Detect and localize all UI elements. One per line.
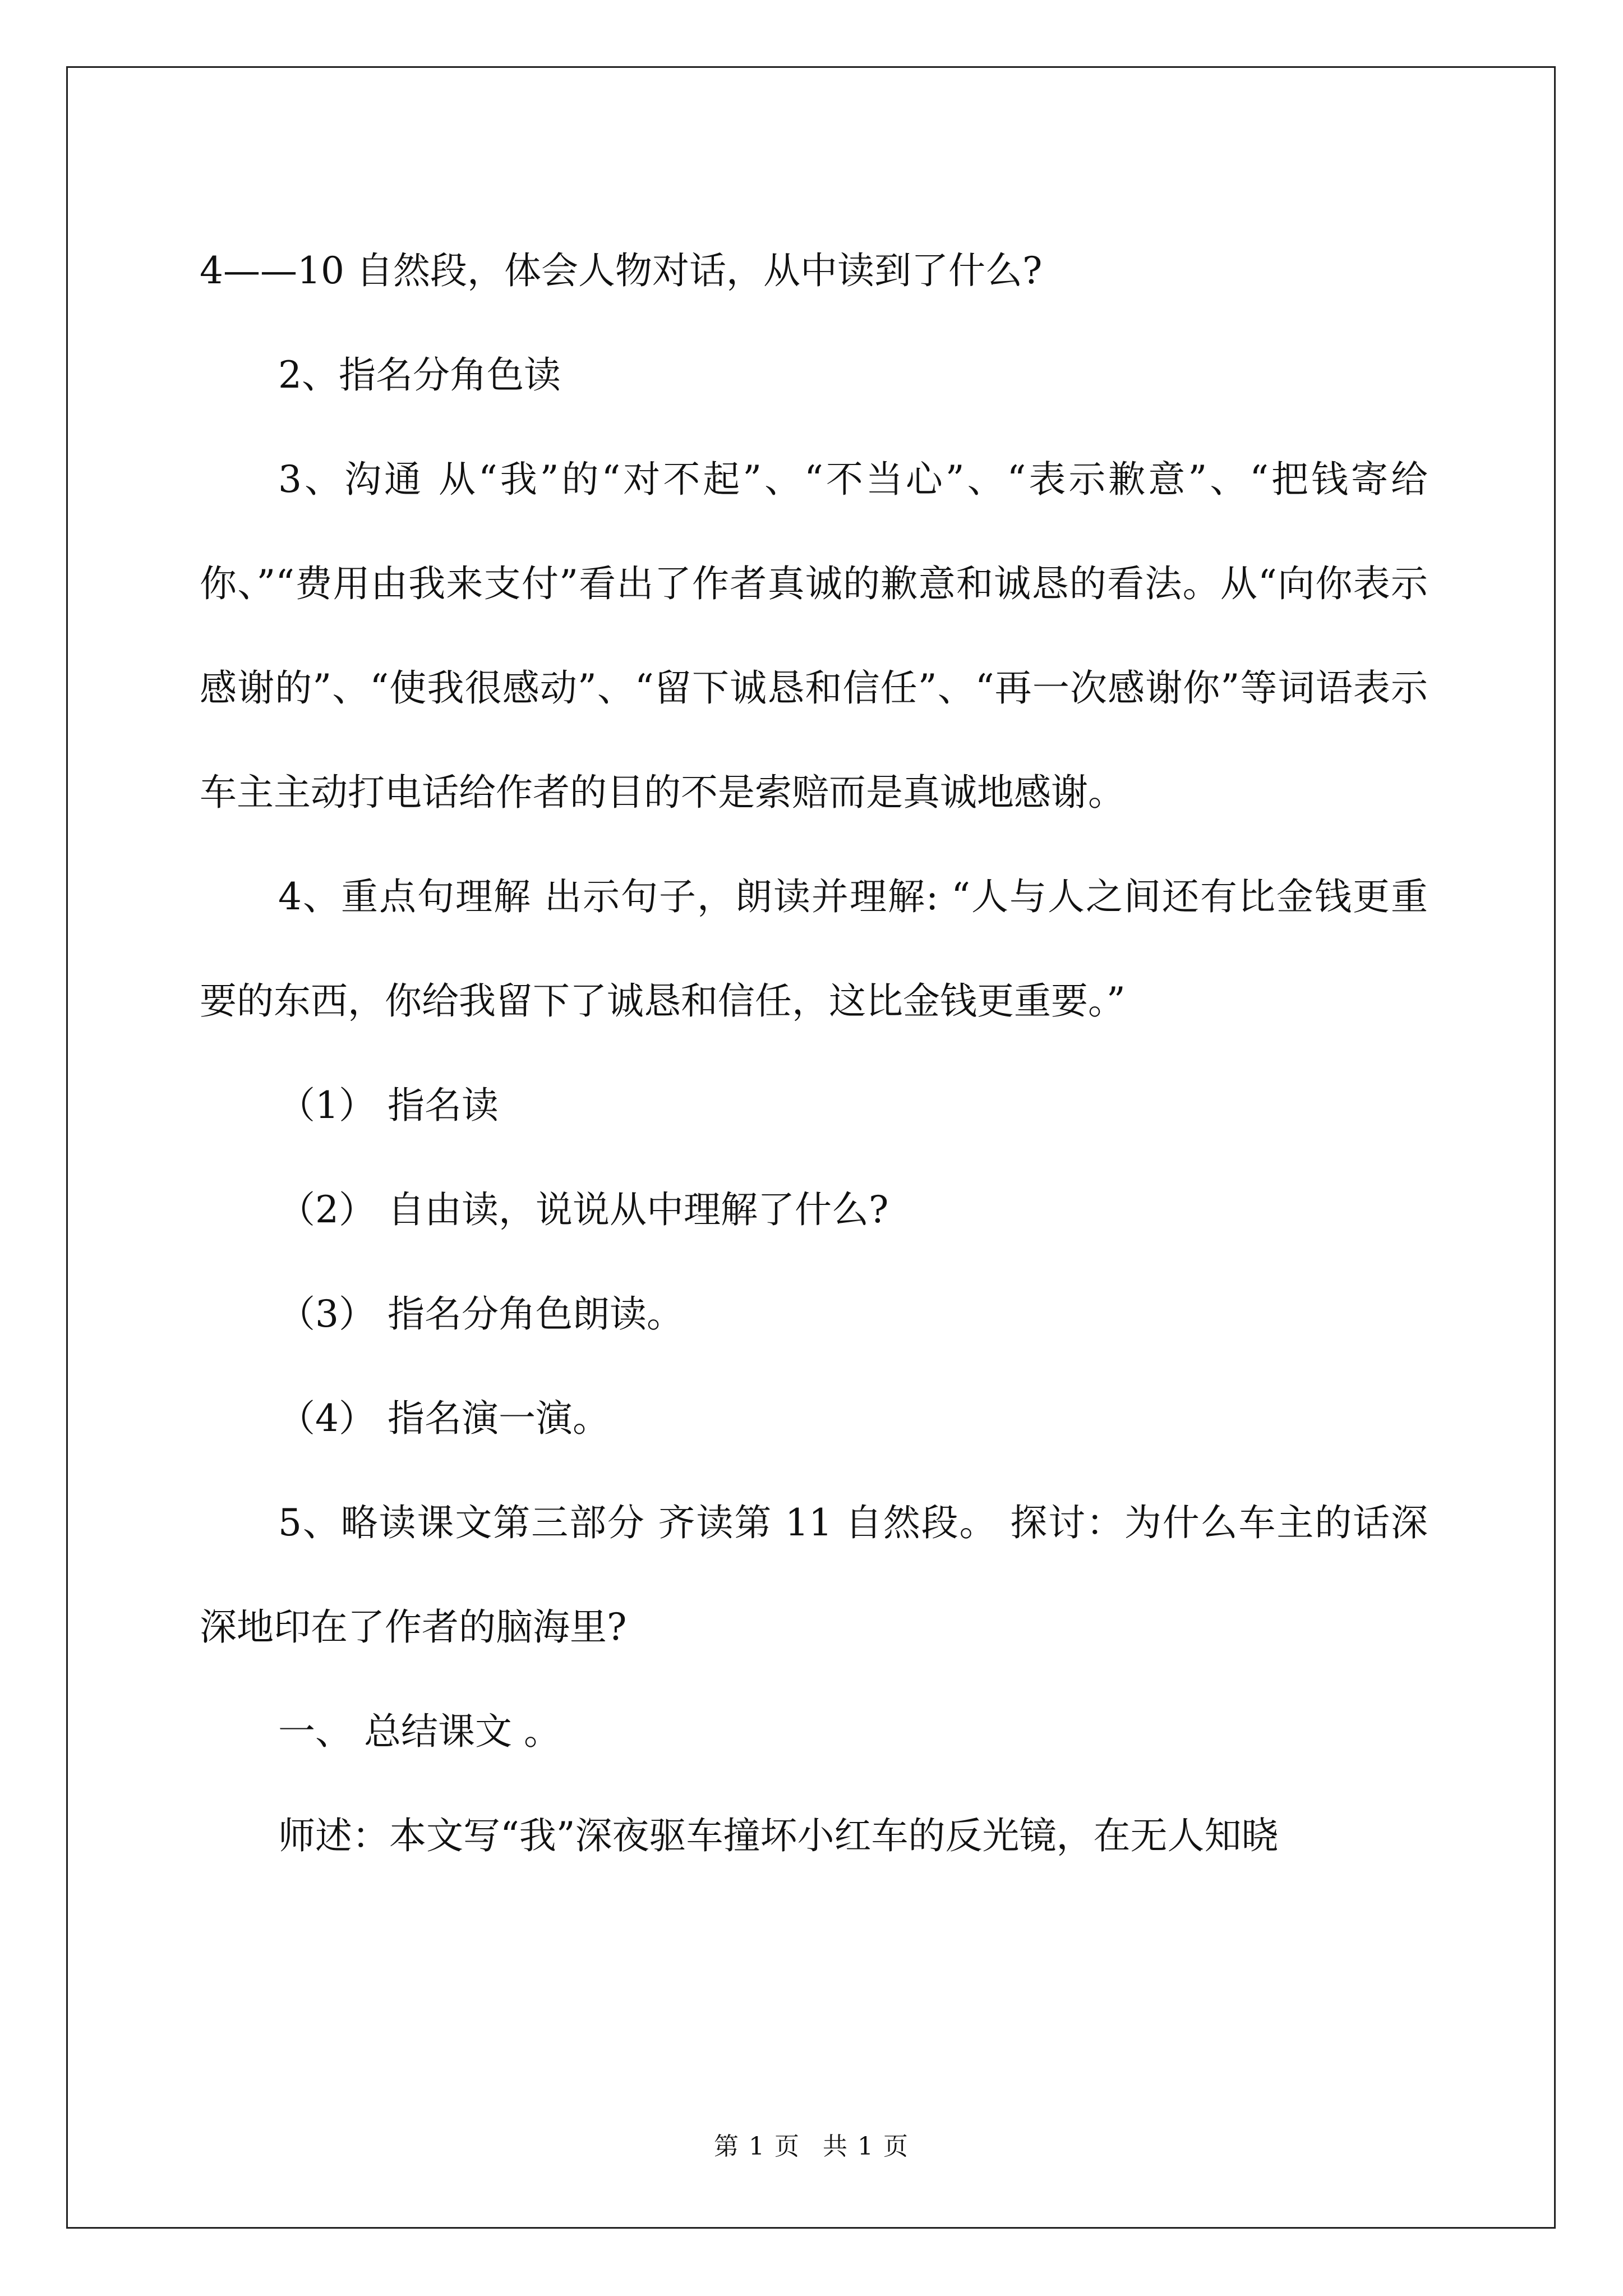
- paragraph-9: 5、略读课文第三部分 齐读第 11 自然段。 探讨：为什么车主的话深深地印在了作者的脑海里?: [200, 1501, 1428, 1649]
- page-footer: [0, 2126, 1623, 2162]
- paragraph-10: 一、 总结课文 。: [278, 1710, 561, 1753]
- paragraph-6: （2） 自由读，说说从中理解了什么?: [278, 1188, 889, 1231]
- paragraph-4: 4、重点句理解 出示句子，朗读并理解: “人与人之间还有比金钱更重要的东西，你给我留下了诚恳和信任，这比金钱更重要。”: [200, 875, 1428, 1023]
- paragraph-2: 2、指名分角色读: [278, 353, 561, 397]
- paragraph-1: 4——10 自然段，体会人物对话，从中读到了什么?: [200, 249, 1043, 292]
- page-number-total: 共 1 页: [823, 2132, 909, 2161]
- paragraph-8: （4） 指名演一演。: [278, 1397, 610, 1440]
- paragraph-5: （1） 指名读: [278, 1084, 499, 1127]
- paragraph-7: （3） 指名分角色朗读。: [278, 1292, 684, 1336]
- paragraph-11: 师述：本文写“我”深夜驱车撞坏小红车的反光镜，在无人知晓: [278, 1814, 1279, 1857]
- document-body: [200, 219, 1428, 1888]
- page-number-current: 第 1 页: [714, 2132, 800, 2161]
- paragraph-3: 3、沟通 从“我”的“对不起”、“不当心”、“表示歉意”、“把钱寄给你、”“费用由我来支付”看出了作者真诚的歉意和诚恳的看法。从“向你表示感谢的”、“使我很感动”、“留下诚恳和信任”、“再一次感谢你”等词语表示车主主动打电话给作者的目的不是索赔而是真诚地感谢。: [200, 458, 1428, 814]
